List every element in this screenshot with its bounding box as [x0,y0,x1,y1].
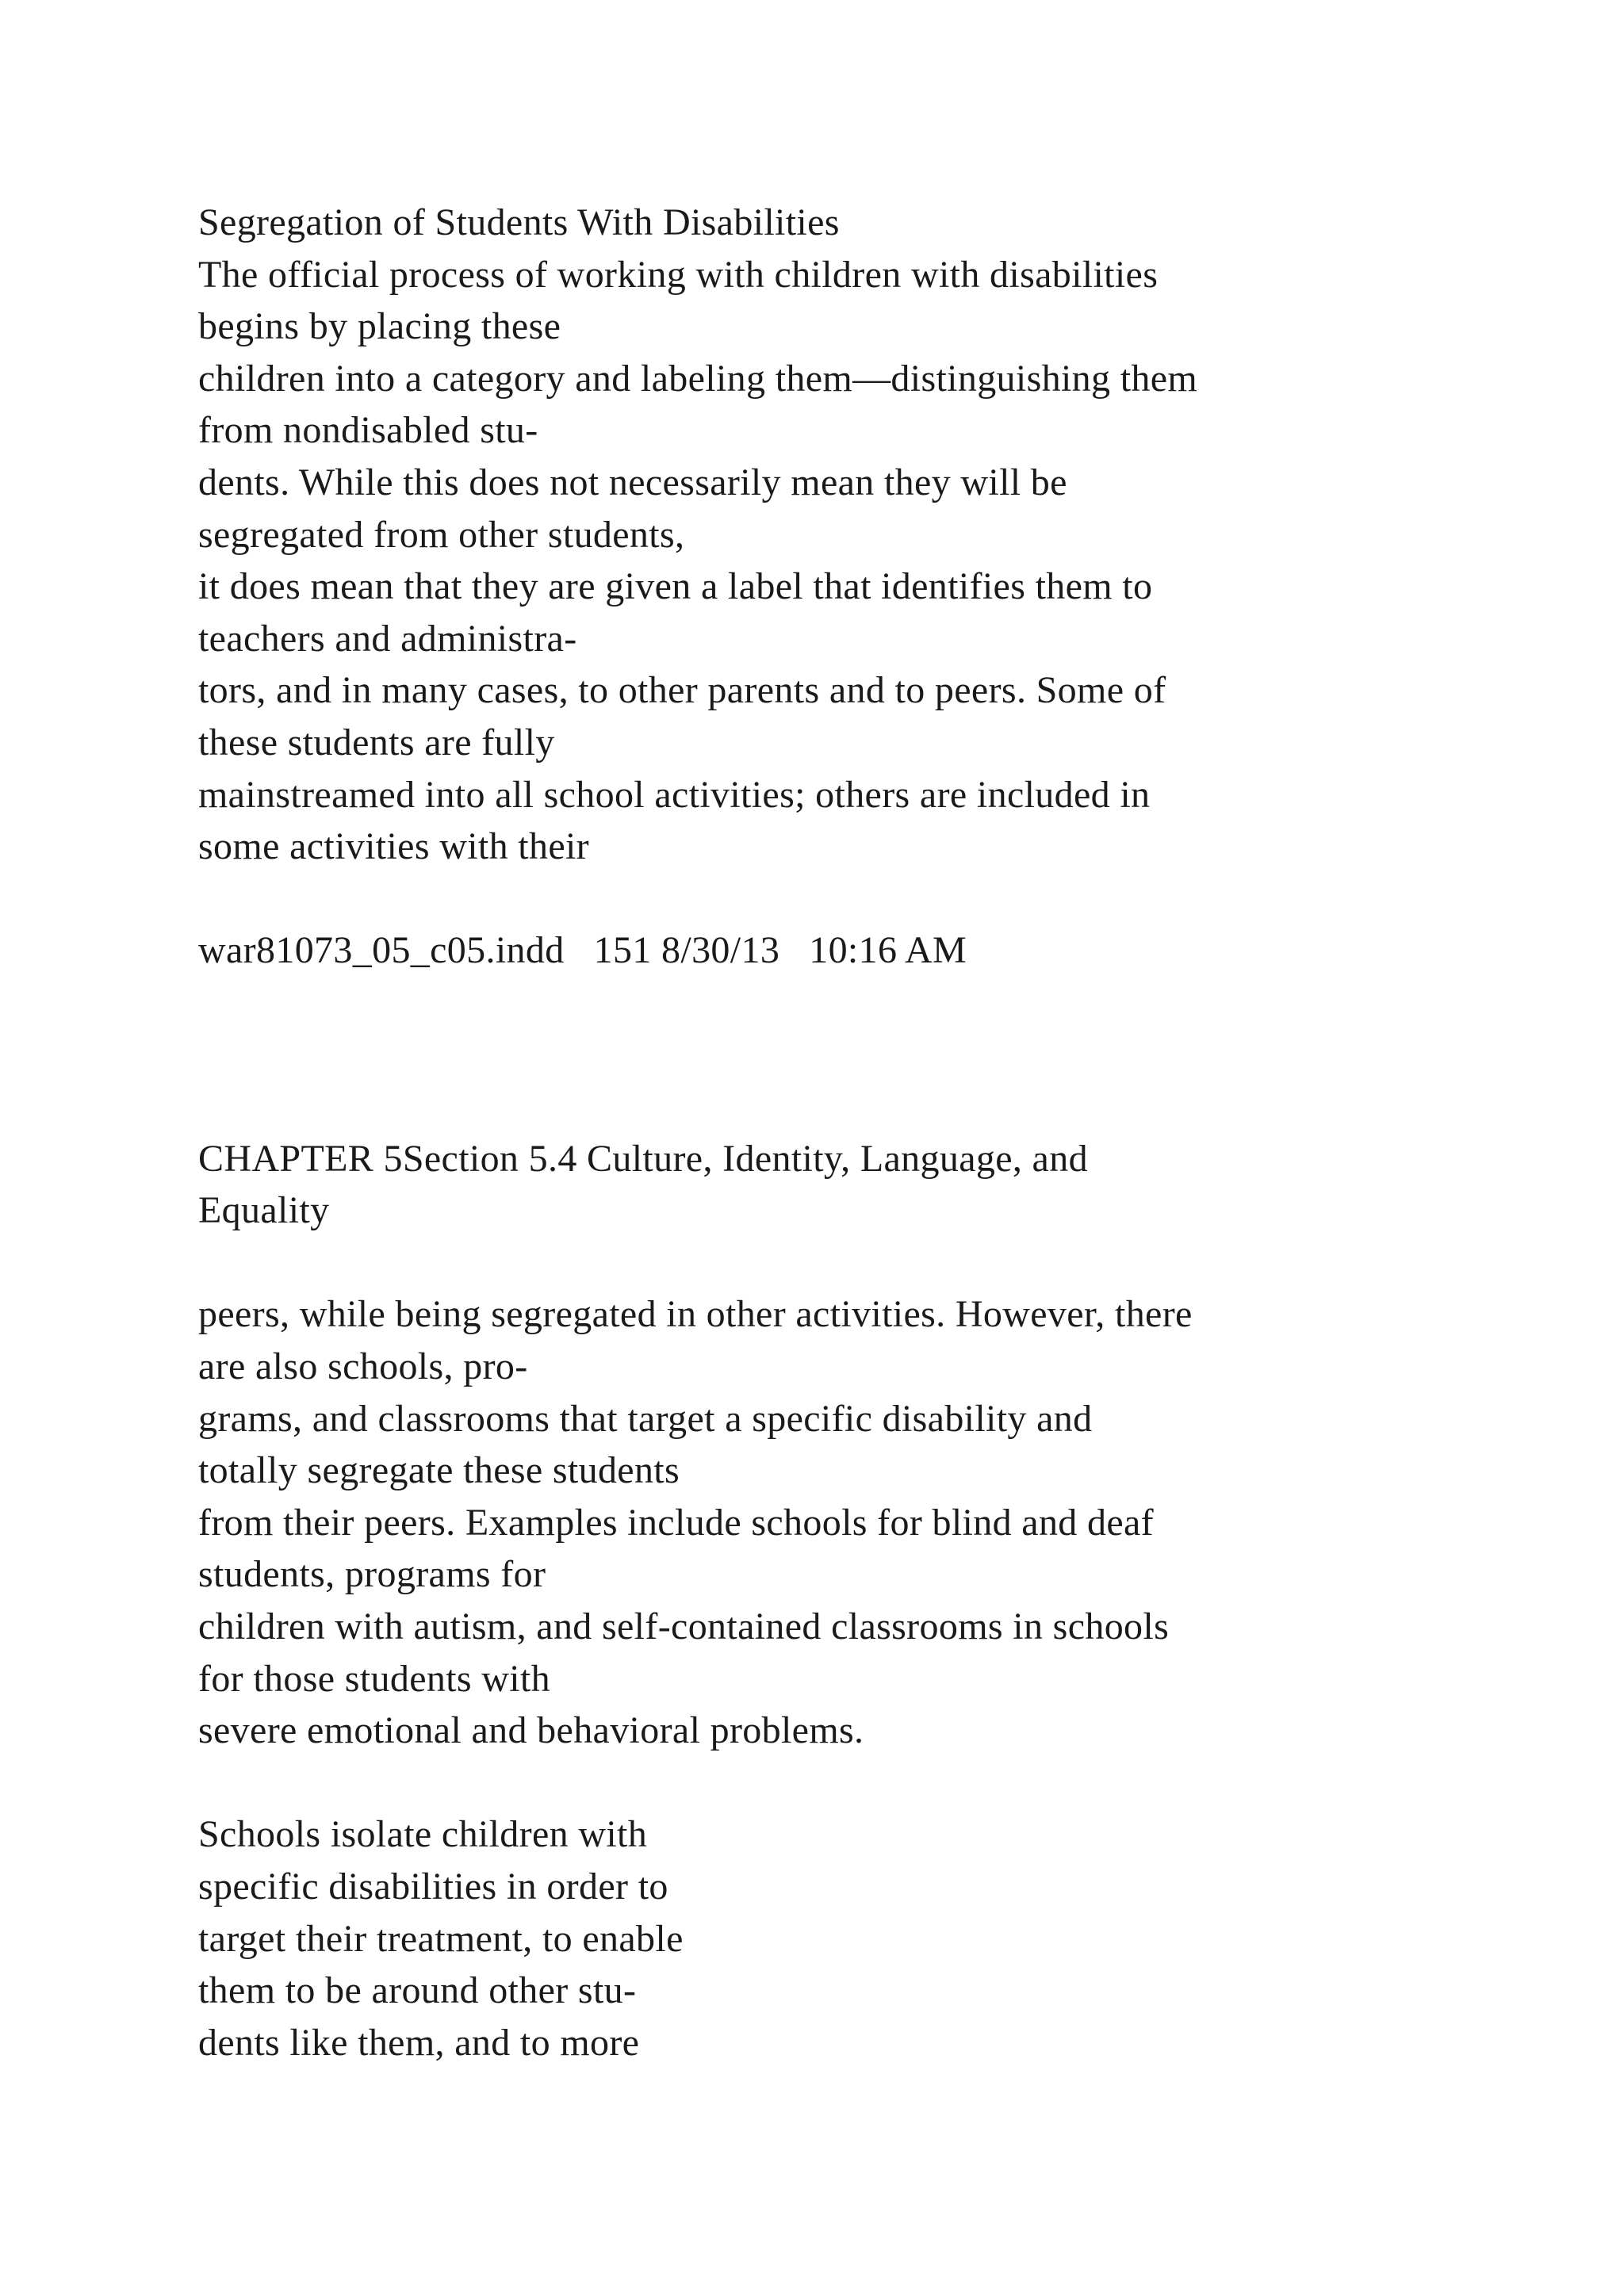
text-line: are also schools, pro- [198,1345,528,1388]
text-line: target their treatment, to enable [198,1917,684,1960]
chapter-header-line: CHAPTER 5Section 5.4 Culture, Identity, Language, and [198,1137,1088,1180]
text-line: some activities with their [198,825,589,868]
blank-line [198,1757,1546,1809]
paragraph-peers [198,1288,1546,1756]
text-line: it does mean that they are given a label that identifies them to [198,565,1153,608]
text-line: severe emotional and behavioral problems. [198,1709,864,1752]
text-line: Schools isolate children with [198,1813,648,1856]
text-line: for those students with [198,1657,551,1700]
text-line: from nondisabled stu- [198,409,538,452]
blank-line [198,1237,1546,1289]
text-line: from their peers. Examples include schools for blind and deaf [198,1501,1154,1544]
text-line: children into a category and labeling them—distinguishing them [198,357,1198,400]
text-line: teachers and administra- [198,617,577,660]
text-line: mainstreamed into all school activities; others are included in [198,773,1151,816]
text-line: grams, and classrooms that target a specific disability and [198,1397,1093,1440]
text-line: The official process of working with children with disabilities [198,253,1159,296]
text-line: dents like them, and to more [198,2021,640,2064]
text-line: segregated from other students, [198,513,685,556]
file-footer: war81073_05_c05.indd 151 8/30/13 10:16 AM [198,929,967,972]
text-line: begins by placing these [198,305,561,348]
blank-line [198,977,1546,1029]
text-line: dents. While this does not necessarily mean they will be [198,461,1067,503]
text-line: tors, and in many cases, to other parents and to peers. Some of [198,669,1166,712]
paragraph-schools-isolate [198,1808,1546,2068]
section-heading: Segregation of Students With Disabilities [198,201,840,243]
chapter-header-line: Equality [198,1189,330,1232]
text-line: students, programs for [198,1553,546,1596]
blank-line [198,1029,1546,1081]
text-line: specific disabilities in order to [198,1866,668,1908]
text-line: them to be around other stu- [198,1969,637,2012]
text-line: peers, while being segregated in other activities. However, there [198,1293,1193,1336]
text-line: children with autism, and self-contained classrooms in schools [198,1605,1170,1648]
chapter-header [198,1133,1546,1237]
text-line: totally segregate these students [198,1449,680,1492]
text-line: these students are fully [198,721,555,763]
blank-line [198,873,1546,925]
blank-line [198,1081,1546,1133]
paragraph-segregation [198,197,1546,873]
document-page [198,197,1546,2068]
